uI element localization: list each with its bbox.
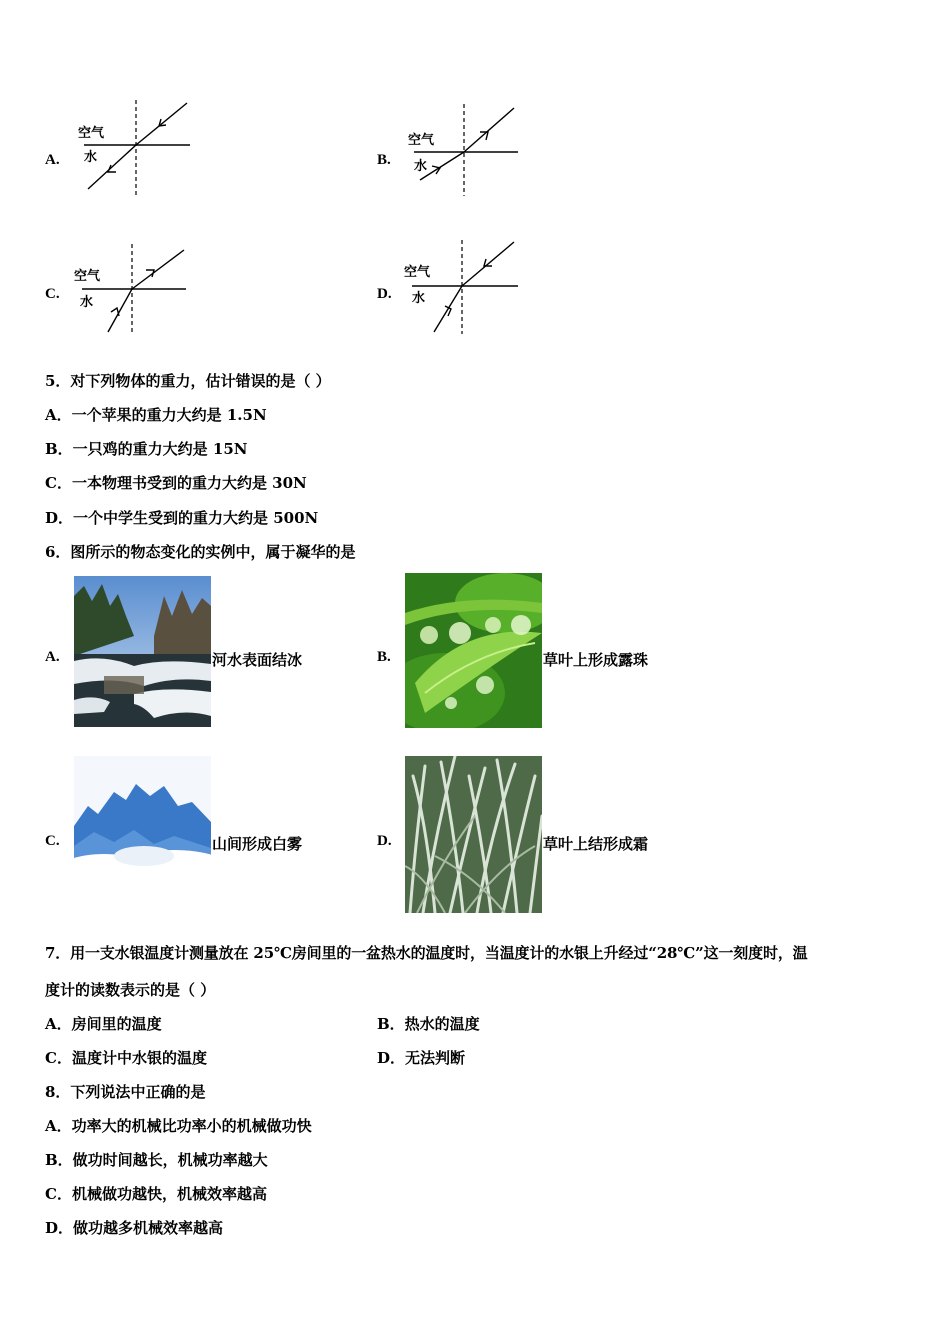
q4-option-d-diagram[interactable]: [400, 236, 530, 340]
q6-option-d-label[interactable]: D.: [377, 833, 392, 849]
q6-stem: 6．图所示的物态变化的实例中，属于凝华的是: [45, 543, 356, 561]
q8-stem: 8．下列说法中正确的是: [45, 1083, 206, 1101]
q6-option-c-caption: 山间形成白雾: [212, 835, 303, 853]
q4-option-a-label[interactable]: A.: [45, 152, 60, 168]
q5-option-c[interactable]: C．一本物理书受到的重力大约是 30N: [45, 474, 307, 492]
svg-text:水: 水: [80, 295, 94, 310]
q7-option-d[interactable]: D．无法判断: [377, 1049, 466, 1067]
svg-text:空气: 空气: [408, 133, 435, 148]
q6-option-a-caption: 河水表面结冰: [212, 651, 303, 669]
q6-option-d-caption: 草叶上结形成霜: [543, 835, 649, 853]
q4-option-b-diagram[interactable]: [400, 100, 530, 200]
q6-option-b-image-dew-drops[interactable]: [405, 573, 542, 728]
svg-text:水: 水: [84, 150, 98, 165]
svg-text:水: 水: [414, 159, 428, 174]
q4-option-a-diagram[interactable]: [70, 95, 200, 200]
q7-option-c[interactable]: C．温度计中水银的温度: [45, 1049, 207, 1067]
q8-option-d[interactable]: D．做功越多机械效率越高: [45, 1219, 224, 1237]
q7-stem-line1: 7．用一支水银温度计测量放在 25℃房间里的一盆热水的温度时，当温度计的水银上升经过“28℃”这一刻度时，温: [45, 944, 808, 962]
svg-text:空气: 空气: [78, 126, 105, 141]
svg-text:空气: 空气: [404, 265, 431, 280]
q4-option-d-label[interactable]: D.: [377, 286, 392, 302]
q7-stem-line2: 度计的读数表示的是（ ）: [45, 981, 216, 999]
q5-option-b[interactable]: B．一只鸡的重力大约是 15N: [45, 440, 248, 458]
q6-option-c-label[interactable]: C.: [45, 833, 60, 849]
q8-option-c[interactable]: C．机械做功越快，机械效率越高: [45, 1185, 267, 1203]
q6-option-d-image-frost-grass[interactable]: [405, 756, 542, 913]
q5-option-a[interactable]: A．一个苹果的重力大约是 1.5N: [45, 406, 267, 424]
q7-option-a[interactable]: A．房间里的温度: [45, 1015, 162, 1033]
q4-option-c-diagram[interactable]: [70, 240, 200, 340]
q6-option-a-label[interactable]: A.: [45, 649, 60, 665]
q8-option-a[interactable]: A．功率大的机械比功率小的机械做功快: [45, 1117, 312, 1135]
svg-text:空气: 空气: [74, 269, 101, 284]
svg-text:水: 水: [412, 291, 426, 306]
q5-stem: 5．对下列物体的重力，估计错误的是（ ）: [45, 372, 331, 390]
q4-option-c-label[interactable]: C.: [45, 286, 60, 302]
q4-option-b-label[interactable]: B.: [377, 152, 391, 168]
q7-option-b[interactable]: B．热水的温度: [377, 1015, 480, 1033]
q6-option-b-label[interactable]: B.: [377, 649, 391, 665]
q6-option-b-caption: 草叶上形成露珠: [543, 651, 649, 669]
q6-option-c-image-mountain-mist[interactable]: [74, 756, 211, 913]
q8-option-b[interactable]: B．做功时间越长，机械功率越大: [45, 1151, 268, 1169]
q6-option-a-image-river-ice[interactable]: [74, 576, 211, 727]
q5-option-d[interactable]: D．一个中学生受到的重力大约是 500N: [45, 509, 319, 527]
